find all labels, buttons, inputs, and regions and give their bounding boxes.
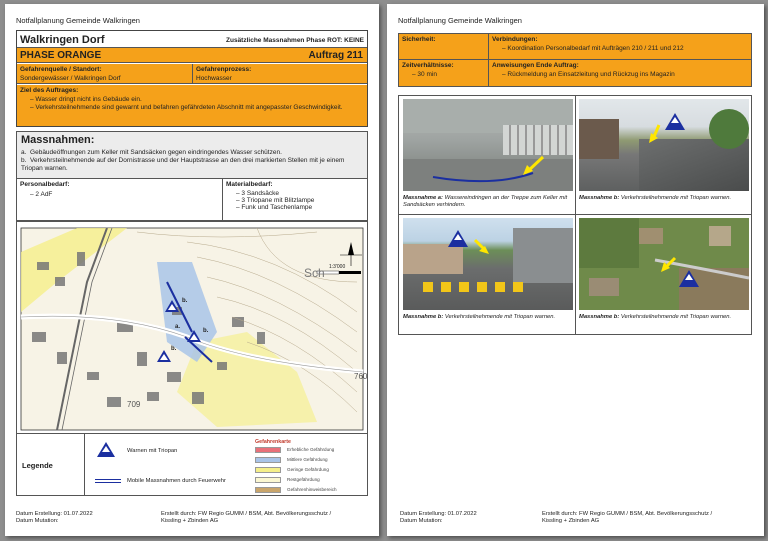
map-marker-label: b. (182, 298, 188, 304)
process-value: Hochwasser (196, 75, 232, 82)
grid-divider (399, 214, 751, 215)
triopan-marker-icon (157, 350, 171, 362)
connections-cell (489, 34, 751, 60)
instructions-cell (489, 60, 751, 86)
order-label: Auftrag 211 (308, 50, 363, 61)
photo-measure-b-crosswalk (403, 218, 573, 310)
map-marker-label: b. (203, 328, 209, 334)
legend-title: Legende (17, 434, 85, 495)
created-date: Datum Erstellung: 01.07.2022 (16, 511, 93, 517)
photo-grid (398, 95, 752, 335)
caption-bold: Massnahme b: (579, 195, 620, 201)
material-item: – 3 Triopane mit Blitzlampe (236, 197, 364, 204)
footer-dates (400, 511, 550, 525)
phase-label: PHASE ORANGE (20, 50, 102, 61)
page-2 (387, 4, 764, 536)
time-cell (399, 60, 489, 86)
measure-item: b. Verkehrsteilnehmende auf der Dornistrasse und der Hauptstrasse an den drei markierten Stellen mit je einem Triopan warnen. (21, 157, 345, 172)
location-title: Walkringen Dorf (20, 34, 105, 46)
mutation-date: Datum Mutation: (16, 518, 59, 524)
legend-mobile-label: Mobile Massnahmen durch Feuerwehr (127, 478, 226, 484)
instructions-label: Anweisungen Ende Auftrag: (492, 62, 579, 69)
personnel-item: – 2 AdF (30, 191, 219, 198)
material-label: Materialbedarf: (226, 181, 273, 188)
material-item: – 3 Sandsäcke (236, 190, 364, 197)
map-frame (16, 221, 368, 434)
map-elevation-label: 709 (127, 400, 141, 409)
hazard-swatch (255, 487, 281, 493)
mobile-measures-line (95, 479, 121, 483)
caption-bold: Massnahme b: (403, 314, 444, 320)
info-block (398, 33, 752, 87)
material-item: – Funk und Taschenlampe (236, 204, 364, 211)
footer-dates (16, 511, 166, 525)
caption-bold: Massnahme b: (579, 314, 620, 320)
connections-item: – Koordination Personalbedarf mit Aufträgen 210 / 211 und 212 (502, 45, 748, 52)
goal-item: – Verkehrsteilnehmende sind gewarnt und befahren gefährdeten Abschnitt mit angepasster Geschwindigkeit. (30, 104, 364, 111)
photo-measure-b-street (579, 99, 749, 191)
hazard-swatch (255, 467, 281, 473)
source-label: Gefahrenquelle / Standort: (20, 66, 102, 73)
map-scale-label: 1:3'000 (329, 264, 346, 270)
map-elevation-label: 760 (354, 372, 368, 381)
time-label: Zeitverhältnisse: (402, 62, 454, 69)
triopan-legend-icon (97, 442, 115, 457)
hazard-label: Erhebliche Gefährdung (287, 447, 335, 452)
hazard-title: Gefahrenkarte (255, 439, 291, 445)
photo-caption (579, 314, 747, 321)
page-header: Notfallplanung Gemeinde Walkringen (16, 16, 140, 25)
photo-caption (403, 314, 571, 321)
hazard-label: Geringe Gefährdung (287, 467, 329, 472)
measures-title: Massnahmen: (21, 134, 95, 146)
hazard-label: Restgefährdung (287, 477, 320, 482)
title-block (16, 30, 368, 127)
source-value: Sondergewässer / Walkringen Dorf (20, 75, 121, 82)
caption-text: Wassereindringen an der Treppe zum Keller mit Sandsäcken verhindern. (403, 195, 568, 208)
hazard-swatch (255, 447, 281, 453)
caption-bold: Massnahme a: (403, 195, 443, 201)
created-date: Datum Erstellung: 01.07.2022 (400, 511, 477, 517)
caption-text: Verkehrsteilnehmende mit Triopan warnen. (444, 314, 556, 320)
legend-block (16, 433, 368, 496)
hazard-label: Gefahrenhinweisbereich (287, 487, 337, 492)
photo-caption (403, 195, 571, 209)
personnel-cell (17, 179, 223, 220)
hazard-label: Mittlere Gefährdung (287, 457, 328, 462)
situation-map (17, 222, 367, 434)
personnel-label: Personalbedarf: (20, 181, 70, 188)
legend-warn-label: Warnen mit Triopan (127, 448, 178, 454)
page-1 (5, 4, 379, 536)
safety-cell (399, 34, 489, 60)
triopan-marker-icon (187, 330, 201, 342)
process-label: Gefahrenprozess: (196, 66, 252, 73)
mutation-date: Datum Mutation: (400, 518, 443, 524)
footer-author: Erstellt durch: FW Regio GUMM / BSM, Abt. Bevölkerungsschutz / Kissling + Zbinden AG (161, 511, 332, 524)
photo-measure-a (403, 99, 573, 191)
hazard-swatch (255, 477, 281, 483)
measure-item: a. Gebäudeöffnungen zum Keller mit Sandsäcken gegen eindringendes Wasser schützen. (21, 149, 282, 156)
caption-text: Verkehrsteilnehmende mit Triopan warnen. (620, 314, 732, 320)
goal-item: – Wasser dringt nicht ins Gebäude ein. (30, 96, 364, 103)
goal-cell (17, 85, 367, 126)
triopan-marker-icon (165, 300, 179, 312)
measures-block (16, 131, 368, 179)
time-item: – 30 min (412, 71, 485, 78)
additional-measures: Zusätzliche Massnahmen Phase ROT: KEINE (226, 37, 364, 44)
photo-caption (579, 195, 747, 202)
map-place-label: Sch (304, 266, 325, 280)
map-marker-label: a. (175, 324, 181, 330)
material-cell (223, 179, 367, 220)
page-header: Notfallplanung Gemeinde Walkringen (398, 16, 522, 25)
safety-label: Sicherheit: (402, 36, 436, 43)
grid-divider (575, 96, 576, 334)
process-cell (193, 64, 367, 84)
caption-text: Verkehrsteilnehmende mit Triopan warnen. (620, 195, 732, 201)
phase-bar (17, 47, 367, 63)
connections-label: Verbindungen: (492, 36, 538, 43)
photo-measure-b-aerial (579, 218, 749, 310)
hazard-swatch (255, 457, 281, 463)
footer-author: Erstellt durch: FW Regio GUMM / BSM, Abt. Bevölkerungsschutz / Kissling + Zbinden AG (542, 511, 713, 524)
resources-block (16, 178, 368, 221)
instructions-item: – Rückmeldung an Einsatzleitung und Rückzug ins Magazin (502, 71, 748, 78)
source-cell (17, 64, 193, 84)
map-marker-label: b. (171, 346, 177, 352)
goal-label: Ziel des Auftrages: (20, 87, 79, 94)
